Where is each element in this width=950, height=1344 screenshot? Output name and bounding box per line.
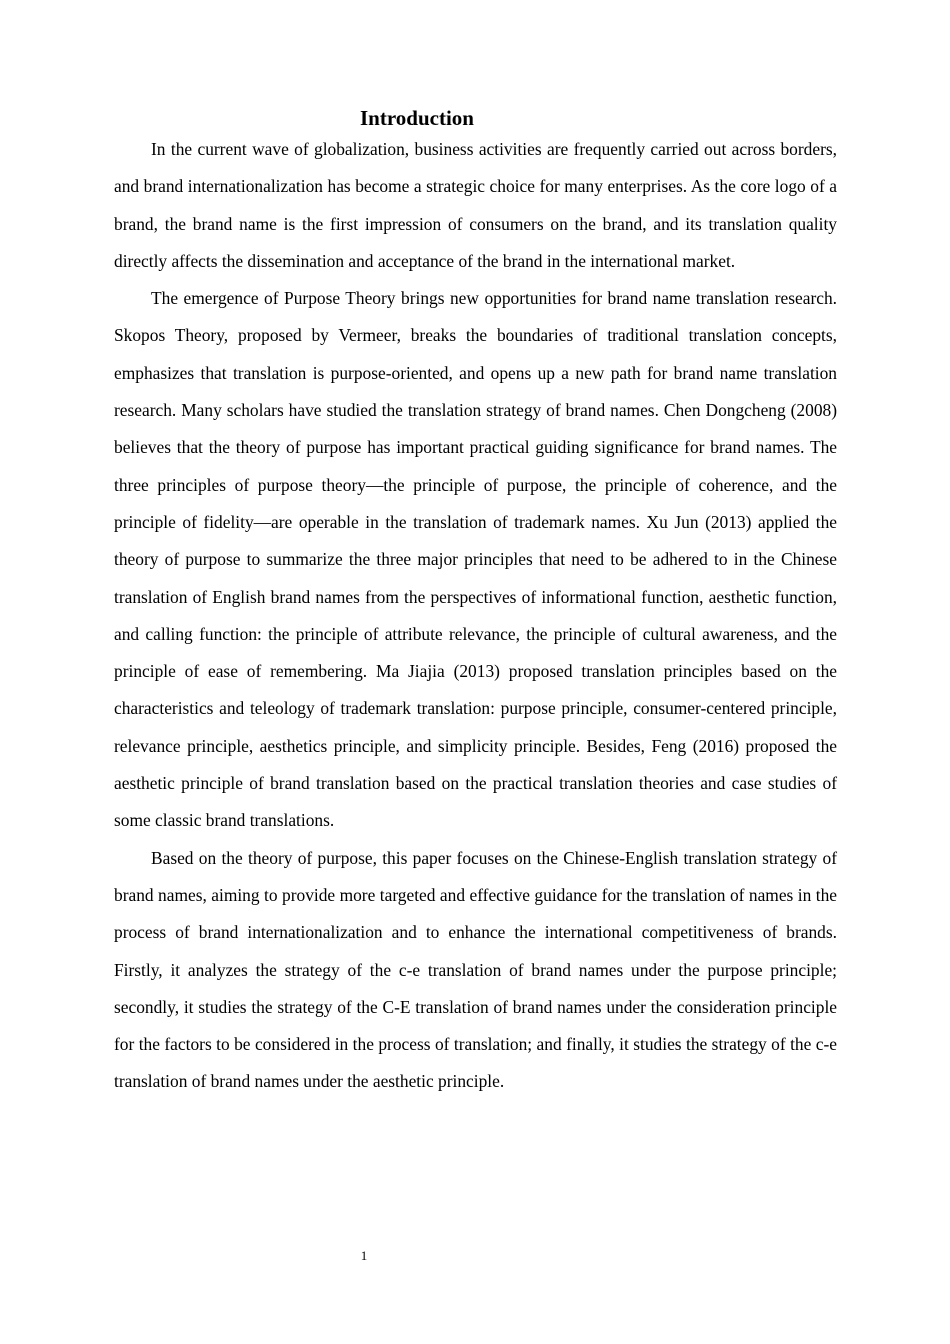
section-heading: Introduction [360, 106, 474, 130]
page-number: 1 [360, 1248, 368, 1263]
paragraph-2: The emergence of Purpose Theory brings new opportunities for brand name translation research. Skopos Theory, proposed by Vermeer, breaks the boundaries of traditional translation concepts, emphasizes that translation is purpose-oriented, and opens up a new path for brand name translation research. Many scholars have studied the translation strategy of brand names. Chen Dongcheng (2008) believes that the theory of purpose has important practical guiding significance for brand names. The three principles of purpose theory—the principle of purpose, the principle of coherence, and the principle of fidelity—are operable in the translation of trademark names. Xu Jun (2013) applied the theory of purpose to summarize the three major principles that need to be adhered to in the Chinese translation of English brand names from the perspectives of informational function, aesthetic function, and calling function: the principle of attribute relevance, the principle of cultural awareness, and the principle of ease of remembering. Ma Jiajia (2013) proposed translation principles based on the characteristics and teleology of trademark translation: purpose principle, consumer-centered principle, relevance principle, aesthetics principle, and simplicity principle. Besides, Feng (2016) proposed the aesthetic principle of brand translation based on the practical translation theories and case studies of some classic brand translations. [114, 288, 837, 831]
body-text [114, 131, 837, 1101]
paragraph-1: In the current wave of globalization, business activities are frequently carried out across borders, and brand internationalization has become a strategic choice for many enterprises. As the core logo of a brand, the brand name is the first impression of consumers on the brand, and its translation quality directly affects the dissemination and acceptance of the brand in the international market. [114, 139, 837, 271]
paragraph-3: Based on the theory of purpose, this paper focuses on the Chinese-English translation strategy of brand names, aiming to provide more targeted and effective guidance for the translation of names in the process of brand internationalization and to enhance the international competitiveness of brands. Firstly, it analyzes the strategy of the c-e translation of brand names under the purpose principle; secondly, it studies the strategy of the C-E translation of brand names under the consideration principle for the factors to be considered in the process of translation; and finally, it studies the strategy of the c-e translation of brand names under the aesthetic principle. [114, 847, 837, 1092]
